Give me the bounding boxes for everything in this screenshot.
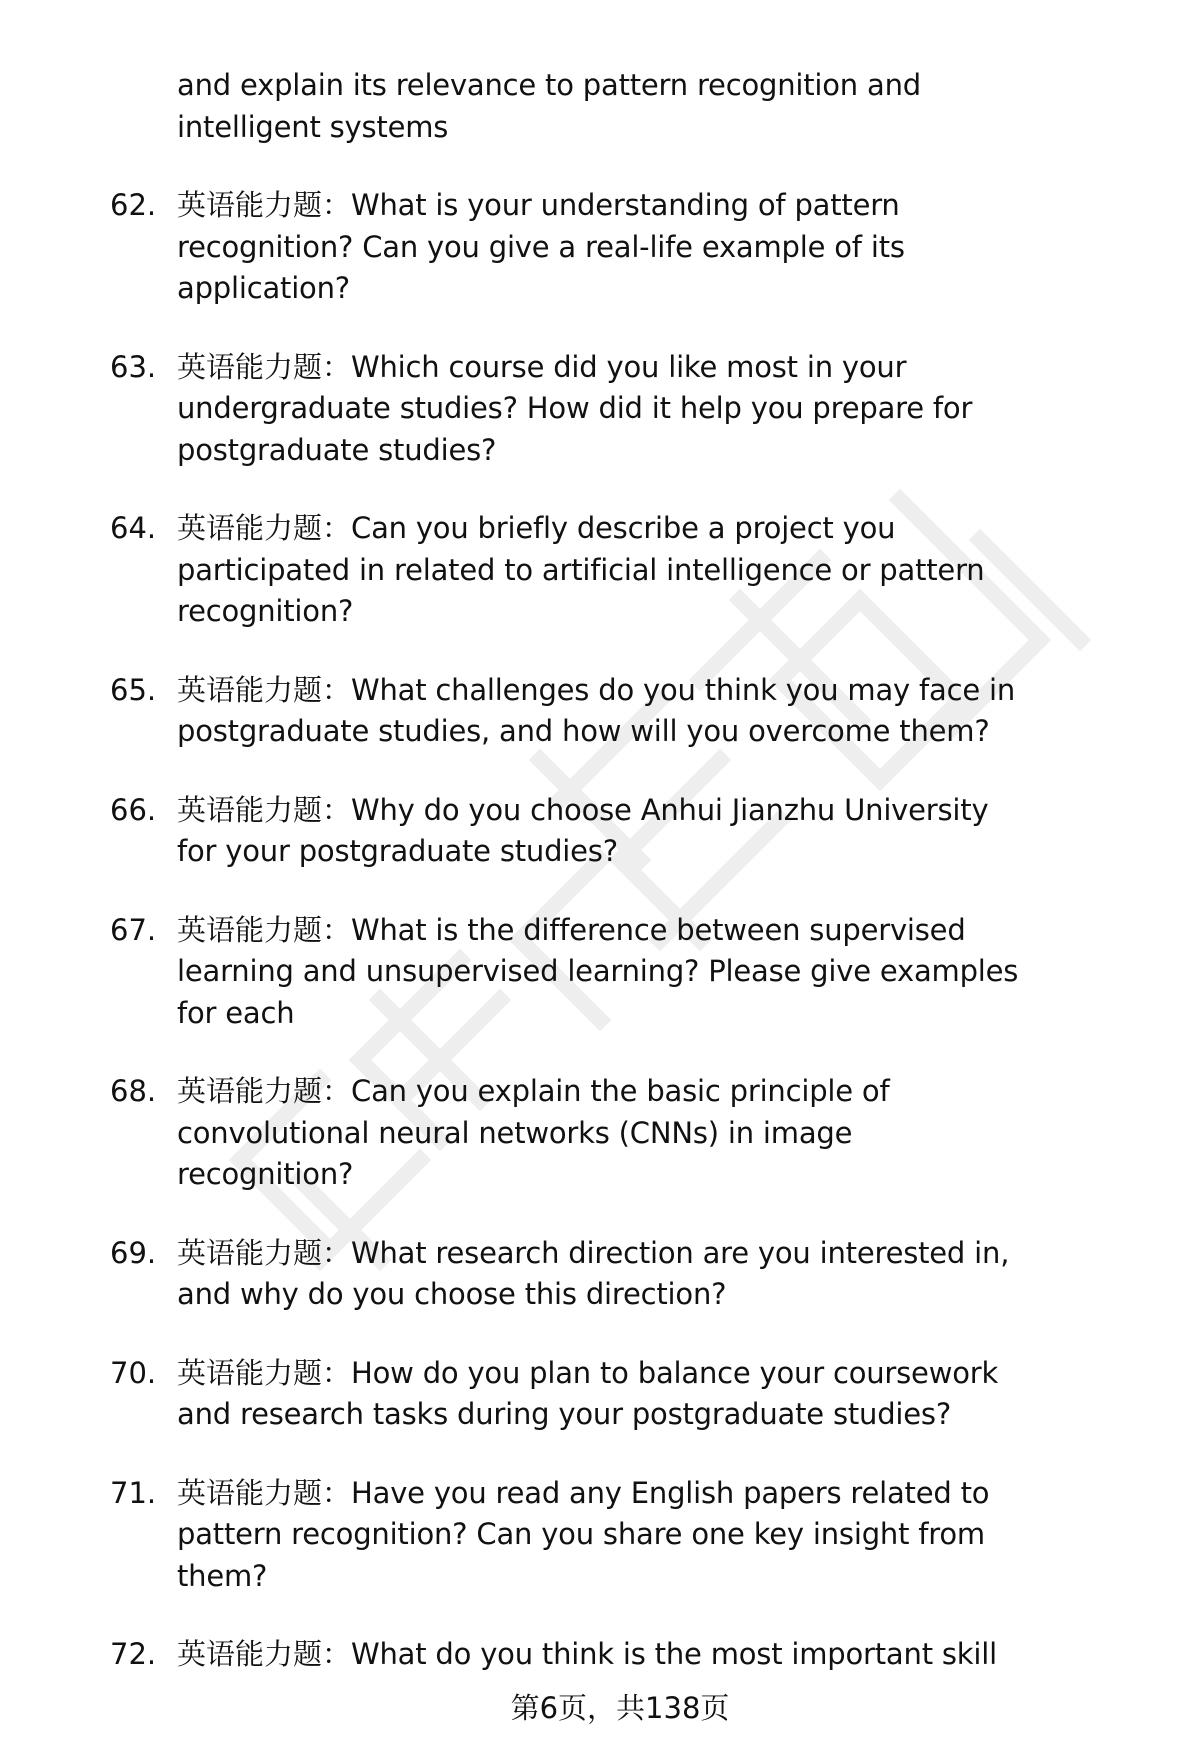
question-type-tag: 英语能力题： — [177, 672, 352, 707]
list-item-66 — [110, 790, 1120, 873]
list-item-72 — [110, 1634, 1120, 1676]
item-text — [177, 1353, 1120, 1436]
previous-item-continuation — [110, 65, 1120, 148]
item-line — [177, 910, 1120, 952]
item-number: 69. — [110, 1235, 157, 1270]
item-line — [177, 1353, 1120, 1395]
question-type-tag: 英语能力题： — [177, 792, 352, 827]
item-line — [177, 1233, 1120, 1275]
question-text: How do you plan to balance your coursework — [351, 1355, 999, 1390]
list-item-65 — [110, 670, 1120, 753]
item-number: 66. — [110, 792, 157, 827]
question-text: Can you explain the basic principle of — [351, 1074, 890, 1108]
item-line: for each — [177, 995, 295, 1030]
item-line: and research tasks during your postgraduate studies? — [177, 1397, 952, 1431]
question-type-tag: 英语能力题： — [177, 511, 352, 545]
question-type-tag: 英语能力题： — [177, 1074, 352, 1108]
item-text — [177, 1071, 1120, 1196]
item-line — [177, 1473, 1120, 1515]
item-line: them? — [177, 1558, 268, 1593]
item-number: 64. — [110, 511, 157, 545]
question-type-tag: 英语能力题： — [177, 349, 352, 384]
question-type-tag: 英语能力题： — [177, 912, 352, 947]
item-line: recognition? Can you give a real-life example of its — [177, 229, 905, 264]
question-list — [110, 65, 1120, 1713]
item-number: 67. — [110, 912, 157, 947]
item-line — [177, 1071, 1120, 1113]
item-line: recognition? — [177, 594, 354, 628]
item-line — [177, 670, 1120, 712]
item-line: pattern recognition? Can you share one key insight from — [177, 1517, 985, 1551]
item-line — [177, 790, 1120, 832]
item-number: 71. — [110, 1475, 157, 1510]
item-line: undergraduate studies? How did it help you prepare for — [177, 391, 973, 425]
list-item-70 — [110, 1353, 1120, 1436]
item-line — [177, 508, 1120, 550]
item-text — [177, 1634, 1120, 1676]
question-text: Can you briefly describe a project you — [351, 511, 896, 545]
page-number-footer: 第6页，共138页 — [510, 1691, 730, 1725]
question-type-tag: 英语能力题： — [177, 1235, 352, 1270]
question-text: Which course did you like most in your — [351, 349, 907, 384]
item-line: application? — [177, 271, 350, 305]
question-text: What is your understanding of pattern — [351, 188, 900, 222]
item-number: 65. — [110, 672, 157, 707]
list-item-69 — [110, 1233, 1120, 1316]
item-number: 70. — [110, 1355, 157, 1390]
question-text: What challenges do you think you may face in — [351, 672, 1016, 707]
list-item-62 — [110, 185, 1120, 310]
item-line — [177, 185, 1120, 227]
item-number: 63. — [110, 349, 157, 384]
question-type-tag: 英语能力题： — [177, 1355, 352, 1390]
continuation-line: and explain its relevance to pattern recognition and — [177, 68, 921, 102]
item-text — [177, 1473, 1120, 1598]
question-text: Why do you choose Anhui Jianzhu University — [351, 792, 989, 827]
item-line: for your postgraduate studies? — [177, 834, 618, 868]
question-text: What is the difference between supervised — [351, 912, 966, 947]
item-line: recognition? — [177, 1157, 354, 1191]
item-line — [177, 347, 1120, 389]
item-text — [177, 185, 1120, 310]
item-text — [177, 910, 1120, 1035]
continuation-line: intelligent systems — [177, 109, 449, 144]
item-number: 62. — [110, 188, 157, 222]
item-line — [177, 1634, 1120, 1676]
item-text — [177, 670, 1120, 753]
question-text: Have you read any English papers related to — [351, 1475, 990, 1510]
item-text — [177, 508, 1120, 633]
item-line: participated in related to artificial intelligence or pattern — [177, 552, 985, 587]
question-type-tag: 英语能力题： — [177, 188, 352, 222]
list-item-67 — [110, 910, 1120, 1035]
item-line: and why do you choose this direction? — [177, 1277, 727, 1311]
item-line: convolutional neural networks (CNNs) in image — [177, 1115, 853, 1150]
item-line: learning and unsupervised learning? Please give examples — [177, 954, 1019, 988]
item-line: postgraduate studies? — [177, 432, 497, 467]
question-type-tag: 英语能力题： — [177, 1475, 352, 1510]
list-item-71 — [110, 1473, 1120, 1598]
list-item-64 — [110, 508, 1120, 633]
item-number: 72. — [110, 1637, 157, 1671]
question-text: What research direction are you interested in, — [351, 1235, 1010, 1270]
item-number: 68. — [110, 1074, 157, 1108]
question-type-tag: 英语能力题： — [177, 1637, 352, 1671]
item-text — [177, 347, 1120, 472]
item-line: postgraduate studies, and how will you overcome them? — [177, 714, 990, 748]
list-item-68 — [110, 1071, 1120, 1196]
item-text — [177, 790, 1120, 873]
list-item-63 — [110, 347, 1120, 472]
question-text: What do you think is the most important skill — [351, 1637, 997, 1671]
item-text — [177, 1233, 1120, 1316]
